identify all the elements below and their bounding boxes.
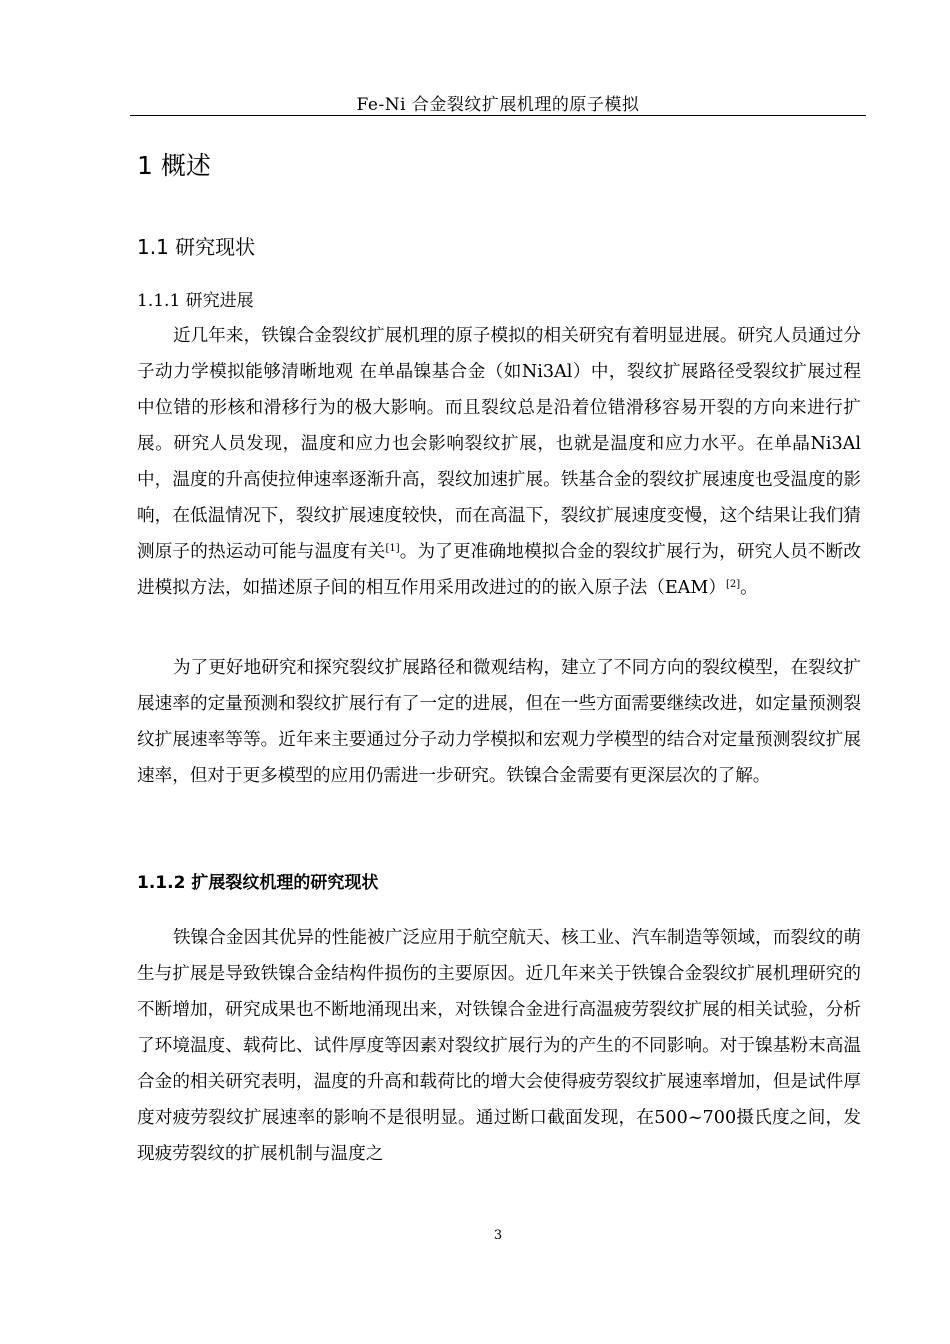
paragraph-research-progress (137, 318, 861, 606)
citation-ref-1: [1] (385, 543, 400, 554)
paragraph-text: 近几年来，铁镍合金裂纹扩展机理的原子模拟的相关研究有着明显进展。研究人员通过分子动力学模拟能够清晰地观 在单晶镍基合金（如Ni3Al）中，裂纹扩展路径受裂纹扩展过程中位错的形核和滑移行为的极大影响。而且裂纹总是沿着位错滑移容易开裂的方向来进行扩展。研究人员发现，温度和应力也会影响裂纹扩展，也就是温度和应力水平。在单晶Ni3Al中，温度的升高使拉伸速率逐渐升高，裂纹加速扩展。铁基合金的裂纹扩展速度也受温度的影响，在低温情况下，裂纹扩展速度较快，而在高温下，裂纹扩展速度变慢，这个结果让我们猜测原子的热运动可能与温度有关 (137, 326, 861, 562)
paragraph-text: 。 (740, 578, 758, 598)
chapter-title: 1 概述 (137, 151, 211, 180)
page-number: 3 (493, 1228, 503, 1243)
header-divider (130, 115, 866, 116)
running-header: Fe-Ni 合金裂纹扩展机理的原子模拟 (356, 95, 640, 115)
paragraph-crack-mechanism: 铁镍合金因其优异的性能被广泛应用于航空航天、核工业、汽车制造等领域，而裂纹的萌生与扩展是导致铁镍合金结构件损伤的主要原因。近几年来关于铁镍合金裂纹扩展机理研究的不断增加，研究成果也不断地涌现出来，对铁镍合金进行高温疲劳裂纹扩展的相关试验，分析了环境温度、载荷比、试件厚度等因素对裂纹扩展行为的产生的不同影响。对于镍基粉末高温合金的相关研究表明，温度的升高和载荷比的增大会使得疲劳裂纹扩展速率增加，但是试件厚度对疲劳裂纹扩展速率的影响不是很明显。通过断口截面发现，在500~700摄氏度之间，发现疲劳裂纹的扩展机制与温度之 (137, 928, 861, 1164)
citation-ref-2: [2] (725, 579, 741, 590)
paragraph-crack-models: 为了更好地研究和探究裂纹扩展路径和微观结构，建立了不同方向的裂纹模型，在裂纹扩展速率的定量预测和裂纹扩展行有了一定的进展，但在一些方面需要继续改进，如定量预测裂纹扩展速率等等。近年来主要通过分子动力学模拟和宏观力学模型的结合对定量预测裂纹扩展速率，但对于更多模型的应用仍需进一步研究。铁镍合金需要有更深层次的了解。 (137, 658, 861, 786)
subsection-title-1: 1.1.1 研究进展 (137, 291, 254, 311)
paragraph-text: 。为了更准确地模拟合金的裂纹扩展行为，研究人员不断改进模拟方法，如描述原子间的相互作用采用改进过的的嵌入原子法（EAM） (137, 542, 861, 598)
subsection-title-2: 1.1.2 扩展裂纹机理的研究现状 (137, 873, 379, 893)
section-title: 1.1 研究现状 (137, 235, 256, 259)
